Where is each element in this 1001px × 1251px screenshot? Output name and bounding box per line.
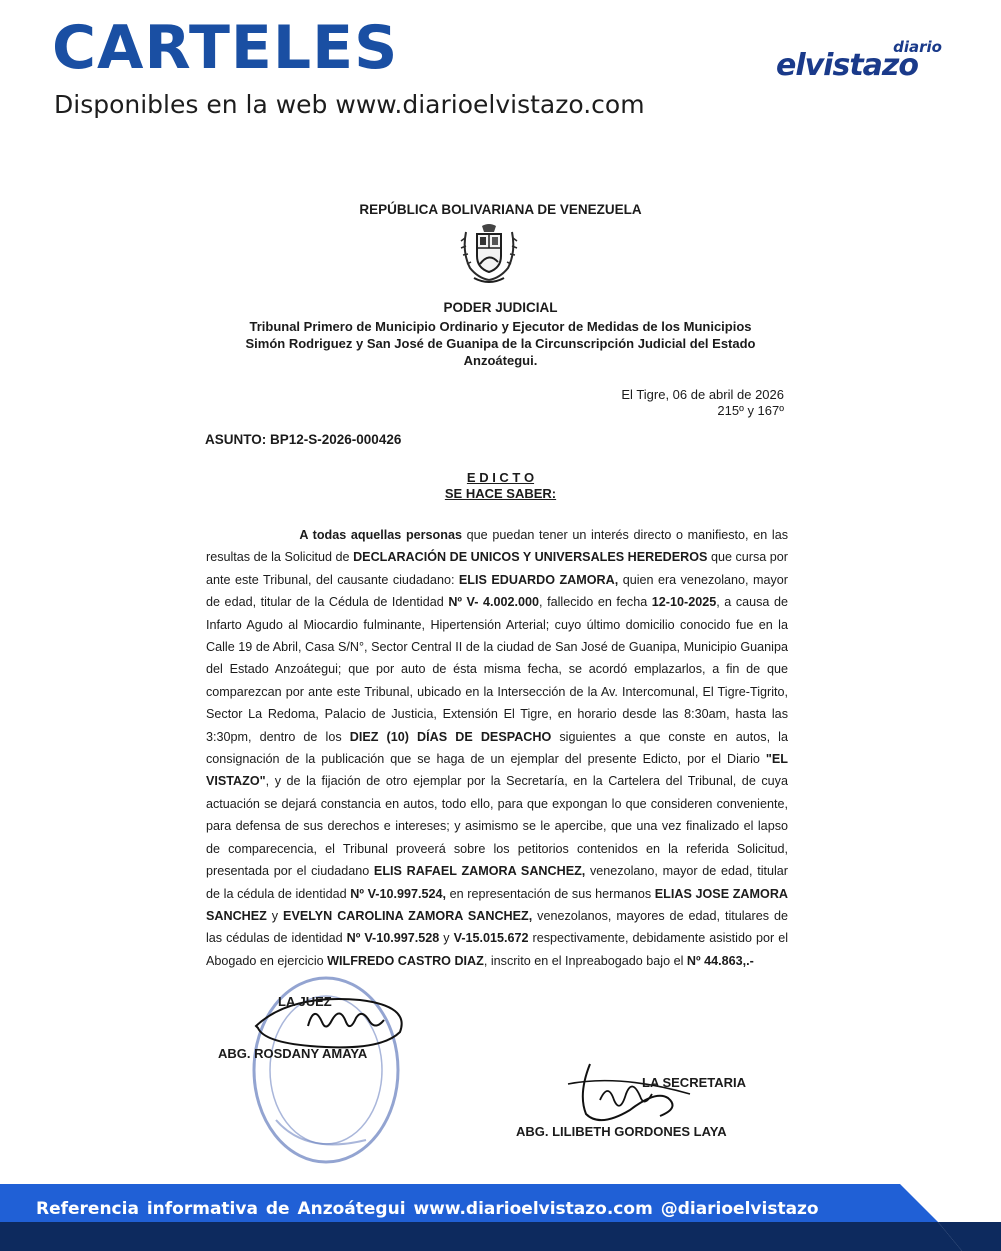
power-heading: PODER JUDICIAL <box>443 300 558 315</box>
year-line: 215º y 167º <box>717 403 784 418</box>
body-segment: en representación de sus hermanos <box>446 886 655 901</box>
body-segment: DIEZ (10) DÍAS DE DESPACHO <box>349 729 552 744</box>
body-segment: venezolano, mayor de edad, titular de la cédula de identidad <box>206 864 788 901</box>
date-line: El Tigre, 06 de abril de 2026 <box>621 387 784 402</box>
body-segment: Nº V-10.997.528 <box>346 931 440 946</box>
court-line-3: Anzoátegui. <box>463 353 538 368</box>
secretary-name: ABG. LILIBETH GORDONES LAYA <box>516 1124 727 1139</box>
case-number: ASUNTO: BP12-S-2026-000426 <box>205 432 402 447</box>
body-segment: , inscrito en el Inpreabogado bajo el <box>483 953 687 968</box>
body-segment: que cursa por ante este Tribunal, del causante ciudadano: <box>206 550 788 587</box>
body-segment: , fallecido en fecha <box>539 595 652 610</box>
body-segment: A todas aquellas personas <box>299 528 462 542</box>
body-segment: y <box>439 931 454 946</box>
logo-small-text: diario <box>893 38 942 56</box>
edict-heading: E D I C T O <box>466 470 535 485</box>
body-segment: Nº V-10.997.524, <box>350 886 447 901</box>
page-title: CARTELES <box>52 13 399 83</box>
body-segment: ELIS EDUARDO ZAMORA, <box>458 572 619 587</box>
body-segment: ELIAS JOSE ZAMORA SANCHEZ <box>206 886 789 923</box>
body-segment: DECLARACIÓN DE UNICOS Y UNIVERSALES HEREDEROS <box>353 550 708 565</box>
body-segment: siguientes a que conste en autos, la consignación de la publicación que se haga de un ejemplar del presente Edicto, por el Diario <box>206 729 788 767</box>
body-segment: Nº V- 4.002.000 <box>448 595 540 610</box>
republic-heading: REPÚBLICA BOLIVARIANA DE VENEZUELA <box>359 202 642 217</box>
secretary-signature-icon <box>560 1054 700 1134</box>
coat-of-arms-icon <box>456 222 522 286</box>
body-segment: , a causa de Infarto Agudo al Miocardio fulminante, Hipertensión Arterial; cuyo último domicilio conocido fue en la Calle 19 de Abril, Casa S/N°, Sector Central II de la ciudad de San José de Guanipa, Municipio Guanipa del Estado Anzoátegui; que por auto de ésta misma fecha, se acordó emplazarlos, a fin de que comparezcan por ante este Tribunal, ubicado en la Intersección de la Av. Intercomunal, El Tigre-Tigrito, Sector La Redoma, Palacio de Justicia, Extensión El Tigre, en horario desde las 8:30am, hasta las 3:30pm, dentro de los <box>206 595 788 744</box>
court-line-2: Simón Rodriguez y San José de Guanipa de la Circunscripción Judicial del Estado <box>245 336 756 351</box>
body-segment: respectivamente, debidamente asistido por el Abogado en ejercicio <box>206 931 788 968</box>
court-line-1: Tribunal Primero de Municipio Ordinario y Ejecutor de Medidas de los Municipios <box>249 319 752 334</box>
body-segment: que puedan tener un interés directo o manifiesto, en las resultas de la Solicitud de <box>206 528 788 565</box>
edict-body-text <box>206 524 788 972</box>
logo-main-text: elvistazo <box>776 48 918 83</box>
judge-title: LA JUEZ <box>278 994 332 1009</box>
body-segment: WILFREDO CASTRO DIAZ <box>327 953 484 968</box>
body-segment: Nº 44.863,.- <box>686 953 754 968</box>
body-segment: 12-10-2025 <box>651 595 717 610</box>
footer-text[interactable]: Referencia informativa de Anzoátegui www.diarioelvistazo.com @diarioelvistazo <box>36 1199 819 1219</box>
body-segment: quien era venezolano, mayor de edad, titular de la Cédula de Identidad <box>206 572 789 610</box>
body-segment: , y de la fijación de otro ejemplar por la Secretaría, en la Cartelera del Tribunal, de cuya actuación se dejará constancia en autos, todo ello, para que expongan lo que consideren conveniente, para defensa de sus derechos e intereses; y asimismo se le apercibe, que una vez finalizado el lapso de comparecencia, el Tribunal proveerá sobre los petitorios contenidos en la referida Solicitud, presentada por el ciudadano <box>206 774 788 879</box>
body-segment: venezolanos, mayores de edad, titulares de las cédulas de identidad <box>206 908 788 946</box>
body-segment: "EL VISTAZO" <box>206 752 788 789</box>
body-segment: EVELYN CAROLINA ZAMORA SANCHEZ, <box>283 908 533 923</box>
body-segment: V-15.015.672 <box>453 931 529 946</box>
secretary-title: LA SECRETARIA <box>642 1075 746 1090</box>
page-subtitle: Disponibles en la web www.diarioelvistazo.com <box>54 90 645 119</box>
notice-heading: SE HACE SABER: <box>444 486 557 501</box>
body-segment: y <box>266 908 284 923</box>
judge-name: ABG. ROSDANY AMAYA <box>218 1046 368 1061</box>
body-segment: ELIS RAFAEL ZAMORA SANCHEZ, <box>373 864 586 879</box>
